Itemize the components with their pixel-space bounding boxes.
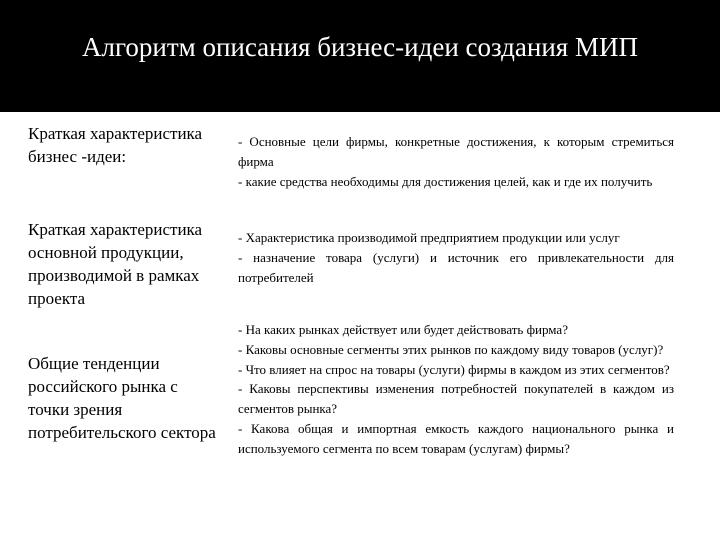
description-line: - Основные цели фирмы, конкретные достижения, к которым стремиться фирма <box>238 134 674 169</box>
row-description <box>238 132 674 191</box>
row-description <box>238 228 674 287</box>
row-label: Краткая характеристика бизнес -идеи: <box>28 124 203 166</box>
row-label: Общие тенденции российского рынка с точки зрения потребительского сектора <box>28 354 216 442</box>
description-line: - какие средства необходимы для достижения целей, как и где их получить <box>238 173 653 189</box>
title-bar <box>0 0 720 112</box>
description-line: - Характеристика производимой предприятием продукции или услуг <box>238 230 620 245</box>
description-line: - Каковы перспективы изменения потребностей покупателей в каждом из сегментов рынка? <box>238 381 674 417</box>
description-line: - Какова общая и импортная емкость каждого национального рынка и используемого сегмента по всем товарам (услугам) фирмы? <box>238 420 674 456</box>
row-label: Краткая характеристика основной продукции, производимой в рамках проекта <box>28 220 203 308</box>
description-line: - назначение товара (услуги) и источник его привлекательности для потребителей <box>238 249 674 285</box>
description-line: - Каковы основные сегменты этих рынков по каждому виду товаров (услуг)? <box>238 341 664 357</box>
description-line: - На каких рынках действует или будет действовать фирма? <box>238 322 568 337</box>
row-description <box>238 320 674 459</box>
page-title: Алгоритм описания бизнес-идеи создания МИП <box>82 32 638 62</box>
description-line: - Что влияет на спрос на товары (услуги) фирмы в каждом из этих сегментов? <box>238 361 670 377</box>
